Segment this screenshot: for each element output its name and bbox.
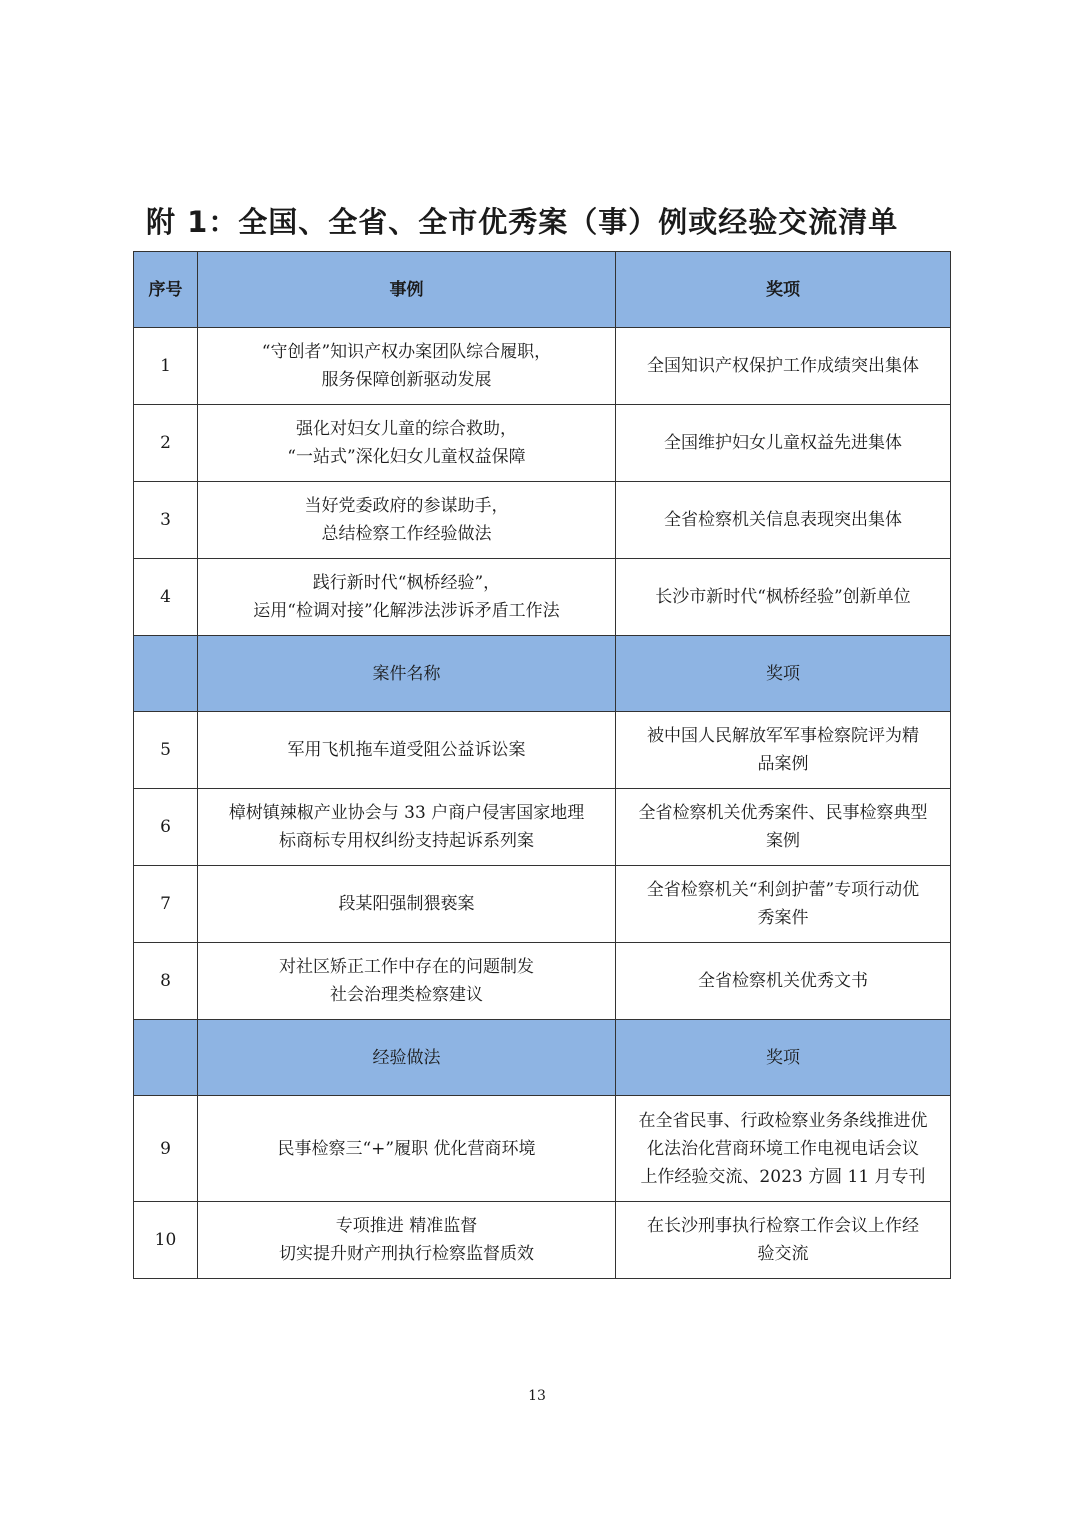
row-number: 9 [134, 1096, 198, 1202]
row-case-line: 专项推进 精准监督 [335, 1216, 478, 1236]
award-list-table [133, 251, 951, 1279]
row-case-line: 运用“检调对接”化解涉法涉诉矛盾工作法 [253, 601, 560, 621]
row-award-line: 被中国人民解放军军事检察院评为精 [647, 726, 919, 746]
row-case-line: 社会治理类检察建议 [330, 985, 483, 1005]
table-row [134, 712, 951, 789]
row-case-line: 总结检察工作经验做法 [321, 524, 492, 544]
row-award-line: 全省检察机关优秀案件、民事检察典型 [638, 803, 928, 823]
row-case [198, 559, 616, 636]
row-case [198, 482, 616, 559]
row-award-line: 全省检察机关优秀文书 [698, 971, 868, 991]
row-case-line: 标商标专用权纠纷支持起诉系列案 [279, 831, 534, 851]
table-row [134, 1096, 951, 1202]
table-row [134, 328, 951, 405]
row-award-line: 秀案件 [757, 908, 809, 928]
row-case-line: 践行新时代“枫桥经验”， [312, 573, 501, 593]
row-award-line: 上作经验交流、2023 方圆 11 月专刊 [640, 1166, 926, 1187]
page-title: 附 1：全国、全省、全市优秀案（事）例或经验交流清单 [146, 205, 899, 239]
row-case [198, 712, 616, 789]
table-body [134, 252, 951, 1279]
row-award-line: 在全省民事、行政检察业务条线推进优 [638, 1110, 928, 1131]
table-row [134, 482, 951, 559]
page-number: 13 [528, 1388, 546, 1404]
row-award [616, 789, 951, 866]
header-award: 奖项 [616, 252, 951, 328]
row-case [198, 866, 616, 943]
table-row [134, 559, 951, 636]
row-case-line: 军用飞机拖车道受阻公益诉讼案 [287, 740, 526, 760]
row-award-line: 化法治化营商环境工作电视电话会议 [647, 1138, 919, 1159]
row-number: 4 [134, 559, 198, 636]
row-case-line: “一站式”深化妇女儿童权益保障 [287, 447, 526, 467]
header-no [134, 636, 198, 712]
row-case [198, 1202, 616, 1279]
row-award [616, 712, 951, 789]
header-award: 奖项 [616, 636, 951, 712]
header-no [134, 1020, 198, 1096]
section-header-row [134, 636, 951, 712]
row-case-line: 民事检察三“+”履职 优化营商环境 [277, 1138, 536, 1159]
header-no: 序号 [134, 252, 198, 328]
row-award [616, 405, 951, 482]
row-number: 10 [134, 1202, 198, 1279]
row-case-line: 当好党委政府的参谋助手， [304, 496, 509, 516]
row-award-line: 全国维护妇女儿童权益先进集体 [664, 433, 902, 453]
header-award: 奖项 [616, 1020, 951, 1096]
row-case [198, 943, 616, 1020]
row-case-line: 对社区矫正工作中存在的问题制发 [279, 957, 534, 977]
row-case-line: 樟树镇辣椒产业协会与 33 户商户侵害国家地理 [228, 803, 585, 823]
row-number: 5 [134, 712, 198, 789]
row-case-line: “守创者”知识产权办案团队综合履职， [261, 342, 552, 362]
row-award [616, 328, 951, 405]
row-number: 6 [134, 789, 198, 866]
header-case: 事例 [198, 252, 616, 328]
row-award [616, 943, 951, 1020]
row-award [616, 482, 951, 559]
row-award [616, 559, 951, 636]
header-case: 经验做法 [198, 1020, 616, 1096]
table-row [134, 1202, 951, 1279]
section-header-row [134, 1020, 951, 1096]
row-award-line: 全省检察机关信息表现突出集体 [664, 510, 902, 530]
row-award-line: 全省检察机关“利剑护蕾”专项行动优 [646, 880, 920, 900]
row-number: 2 [134, 405, 198, 482]
row-award-line: 长沙市新时代“枫桥经验”创新单位 [655, 587, 911, 607]
table-row [134, 405, 951, 482]
row-award [616, 1096, 951, 1202]
table-row [134, 789, 951, 866]
row-case-line: 切实提升财产刑执行检察监督质效 [279, 1244, 534, 1264]
row-case-line: 强化对妇女儿童的综合救助， [296, 419, 517, 439]
row-award-line: 在长沙刑事执行检察工作会议上作经 [647, 1216, 919, 1236]
table-row [134, 943, 951, 1020]
row-number: 8 [134, 943, 198, 1020]
row-award-line: 品案例 [757, 754, 809, 774]
row-award-line: 全国知识产权保护工作成绩突出集体 [647, 356, 919, 376]
row-case-line: 服务保障创新驱动发展 [321, 370, 492, 390]
header-case: 案件名称 [198, 636, 616, 712]
row-award [616, 1202, 951, 1279]
section-header-row [134, 252, 951, 328]
row-number: 1 [134, 328, 198, 405]
row-case [198, 1096, 616, 1202]
row-case [198, 328, 616, 405]
row-award [616, 866, 951, 943]
row-case [198, 789, 616, 866]
row-award-line: 案例 [766, 831, 800, 851]
row-case [198, 405, 616, 482]
row-number: 7 [134, 866, 198, 943]
row-case-line: 段某阳强制猥亵案 [338, 894, 475, 914]
row-award-line: 验交流 [757, 1244, 809, 1264]
table-row [134, 866, 951, 943]
row-number: 3 [134, 482, 198, 559]
